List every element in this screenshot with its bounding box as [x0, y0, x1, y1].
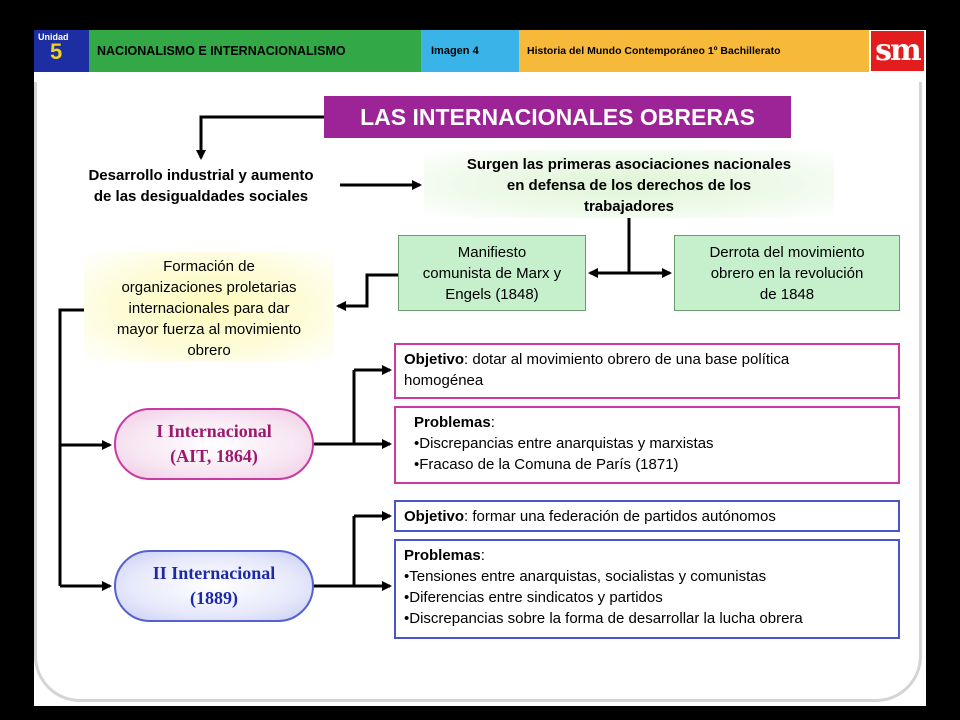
header-title: NACIONALISMO E INTERNACIONALISMO: [89, 30, 421, 72]
manifesto-line-1: Manifiesto: [457, 243, 527, 261]
development-line-1: Desarrollo industrial y aumento: [88, 167, 314, 184]
development-text: [56, 165, 346, 207]
formation-line-1: Formación de: [163, 258, 255, 275]
second-international-oval: [114, 550, 314, 622]
formation-line-5: obrero: [187, 342, 231, 359]
unit-number: 5: [50, 39, 63, 64]
slide: [34, 30, 926, 706]
second-international-name: II Internacional: [152, 563, 276, 583]
defeat-line-1: Derrota del movimiento: [709, 243, 865, 261]
first-problem-item: •Fracaso de la Comuna de París (1871): [414, 456, 679, 473]
first-problem-item: •Discrepancias entre anarquistas y marxistas: [414, 435, 714, 452]
arrow-manifesto-to-formation: [338, 275, 398, 306]
associations-line-3: trabajadores: [583, 198, 675, 215]
first-problems-box: Problemas: •Discrepancias entre anarquistas y marxistas •Fracaso de la Comuna de París (1871): [394, 406, 900, 484]
development-line-2: de las desigualdades sociales: [93, 188, 309, 205]
associations-line-1: Surgen las primeras asociaciones nacionales: [466, 156, 792, 173]
second-problems-label: Problemas: [404, 547, 481, 564]
first-objective-label: Objetivo: [404, 351, 465, 368]
manifesto-box: [398, 235, 586, 311]
second-international-detail: (1889): [190, 588, 238, 608]
associations-line-2: en defensa de los derechos de los: [506, 177, 752, 194]
second-problem-item: •Discrepancias sobre la forma de desarrollar la lucha obrera: [404, 610, 803, 627]
first-international-detail: (AIT, 1864): [170, 446, 258, 466]
second-problem-item: •Diferencias entre sindicatos y partidos: [404, 589, 663, 606]
main-title: LAS INTERNACIONALES OBRERAS: [324, 96, 791, 138]
arrow-title-to-development: [201, 117, 324, 158]
formation-line-2: organizaciones proletarias: [121, 279, 297, 296]
manifesto-line-2: comunista de Marx y: [422, 264, 562, 282]
first-objective-text-2: homogénea: [404, 372, 484, 389]
second-objective-label: Objetivo: [404, 508, 465, 525]
line-formation-to-internationals: [60, 310, 84, 586]
first-objective-text: : dotar al movimiento obrero de una base política: [464, 351, 790, 368]
associations-box: [424, 150, 834, 218]
header-course: Historia del Mundo Contemporáneo 1º Bachillerato: [519, 30, 869, 72]
first-international-oval: [114, 408, 314, 480]
manifesto-line-3: Engels (1848): [445, 285, 539, 303]
logo-text: sm: [871, 31, 924, 71]
second-problem-item: •Tensiones entre anarquistas, socialistas y comunistas: [404, 568, 767, 585]
first-international-name: I Internacional: [156, 421, 272, 441]
first-objective-box: [394, 343, 900, 399]
formation-box: [84, 252, 334, 362]
unit-label: Unidad: [38, 32, 69, 42]
header-image-label: Imagen 4: [421, 30, 519, 72]
first-problems-label: Problemas: [414, 414, 491, 431]
defeat-line-3: de 1848: [759, 285, 815, 303]
second-objective-box: [394, 500, 900, 532]
second-problems-box: Problemas: •Tensiones entre anarquistas, socialistas y comunistas •Diferencias entre sindicatos y partidos •Discrepancias sobre la forma de desarrollar la lucha obrera: [394, 539, 900, 639]
second-objective-text: : formar una federación de partidos autónomos: [464, 508, 776, 525]
defeat-box: [674, 235, 900, 311]
defeat-line-2: obrero en la revolución: [710, 264, 864, 282]
formation-line-4: mayor fuerza al movimiento: [116, 321, 302, 338]
formation-line-3: internacionales para dar: [128, 300, 290, 317]
